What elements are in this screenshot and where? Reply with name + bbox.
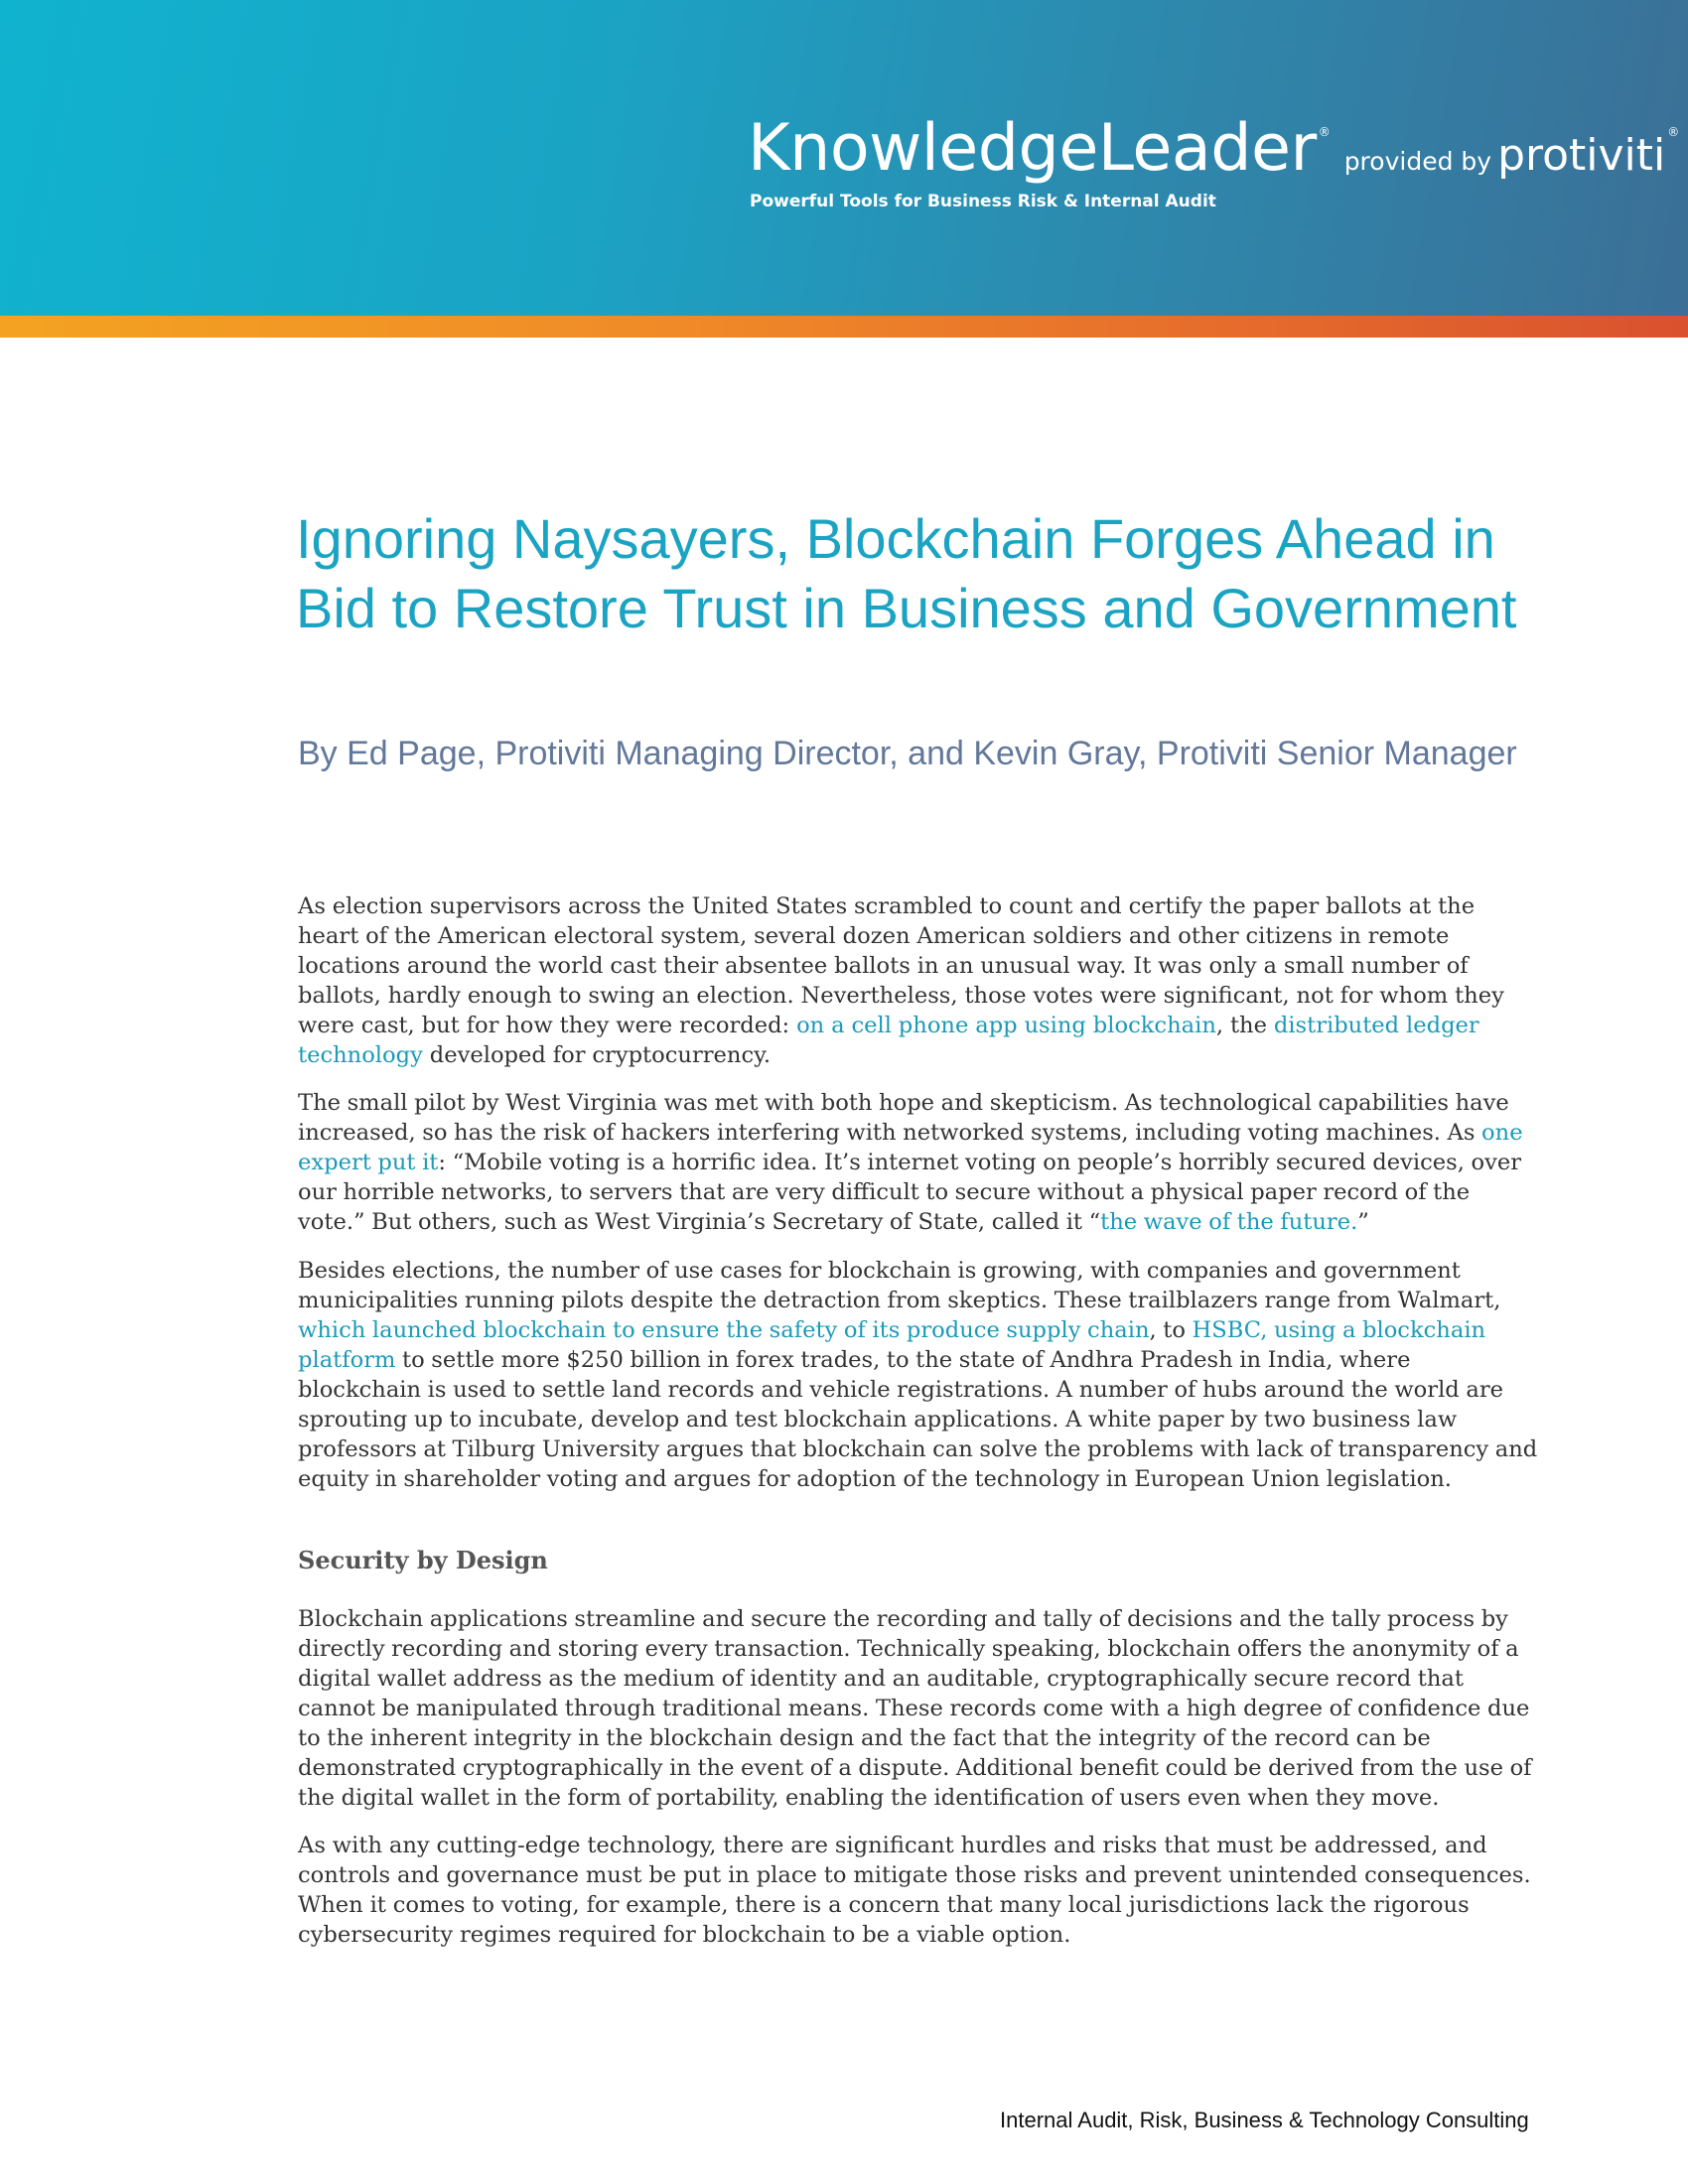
- company-name: protiviti: [1497, 130, 1666, 181]
- brand-tagline: Powerful Tools for Business Risk & Internal Audit: [750, 192, 1216, 211]
- section-heading: Security by Design: [298, 1546, 548, 1574]
- link-distributed-ledger[interactable]: distributed ledger technology: [298, 1013, 1479, 1068]
- company-registered-mark: ®: [1667, 125, 1680, 139]
- paragraph-text: Besides elections, the number of use cases for blockchain is growing, with companies and government municipalities running pilots despite the detraction from skeptics. These trailblazers range from Walmart,: [298, 1258, 1501, 1313]
- paragraph-use-cases: [298, 1256, 1539, 1494]
- brand-name: KnowledgeLeader: [748, 111, 1317, 186]
- page-footer: Internal Audit, Risk, Business & Technology Consulting: [1000, 2108, 1529, 2132]
- provided-by-label: provided by: [1343, 147, 1492, 176]
- link-walmart-supply-chain[interactable]: which launched blockchain to ensure the safety of its produce supply chain: [298, 1317, 1150, 1343]
- paragraph-text: developed for cryptocurrency.: [422, 1042, 772, 1068]
- paragraph-text: The small pilot by West Virginia was met with both hope and skepticism. As technological capabilities have increased, so has the risk of hackers interfering with networked systems, including voting machines. As: [298, 1090, 1509, 1146]
- paragraph-risks: [298, 1831, 1539, 1950]
- paragraph-text: to settle more $250 billion in forex trades, to the state of Andhra Pradesh in India, where blockchain is used to settle land records and vehicle registrations. A number of hubs around the world are sprouting up to incubate, develop and test blockchain applications. A white paper by two business law professors at Tilburg University argues that blockchain can solve the problems with lack of transparency and equity in shareholder voting and argues for adoption of the technology in European Union legislation.: [298, 1347, 1538, 1492]
- paragraph-text: As election supervisors across the United States scrambled to count and certify the paper ballots at the heart of the American electoral system, several dozen American soldiers and other citizens in remote locations around the world cast their absentee ballots in an unusual way. It was only a small number of ballots, hardly enough to swing an election. Nevertheless, those votes were significant, not for whom they were cast, but for how they were recorded:: [298, 893, 1504, 1038]
- article-byline: By Ed Page, Protiviti Managing Director, and Kevin Gray, Protiviti Senior Manager: [298, 735, 1517, 772]
- paragraph-intro: [298, 891, 1539, 1070]
- article-title: Ignoring Naysayers, Blockchain Forges Ahead in Bid to Restore Trust in Business and Government: [296, 507, 1517, 639]
- link-hsbc-platform[interactable]: HSBC, using a blockchain platform: [298, 1317, 1486, 1373]
- paragraph-text: , the: [1215, 1013, 1274, 1038]
- brand-logo: [748, 111, 1679, 186]
- paragraph-text: As with any cutting-edge technology, there are significant hurdles and risks that must be addressed, and controls and governance must be put in place to mitigate those risks and prevent unintended consequences. When it comes to voting, for example, there is a concern that many local jurisdictions lack the rigorous cybersecurity regimes required for blockchain to be a viable option.: [298, 1833, 1531, 1948]
- header-accent-stripe: [0, 316, 1688, 338]
- paragraph-pilot: [298, 1088, 1539, 1237]
- paragraph-text: ”: [1357, 1209, 1369, 1235]
- brand-registered-mark: ®: [1318, 125, 1331, 139]
- paragraph-security: [298, 1604, 1539, 1813]
- paragraph-text: , to: [1149, 1317, 1193, 1343]
- link-wave-of-future[interactable]: the wave of the future.: [1100, 1209, 1358, 1235]
- link-cell-phone-app[interactable]: on a cell phone app using blockchain: [796, 1013, 1216, 1038]
- link-one-expert[interactable]: one expert put it: [298, 1120, 1523, 1175]
- paragraph-text: Blockchain applications streamline and secure the recording and tally of decisions and the tally process by directly recording and storing every transaction. Technically speaking, blockchain offers the anonymity of a digital wallet address as the medium of identity and an auditable, cryptographically secure record that cannot be manipulated through traditional means. These records come with a high degree of confidence due to the inherent integrity in the blockchain design and the fact that the integrity of the record can be demonstrated cryptographically in the event of a dispute. Additional benefit could be derived from the use of the digital wallet in the form of portability, enabling the identification of users even when they move.: [298, 1606, 1532, 1811]
- paragraph-text: : “Mobile voting is a horrific idea. It’s internet voting on people’s horribly secured devices, over our horrible networks, to servers that are very difficult to secure without a physical paper record of the vote.” But others, such as West Virginia’s Secretary of State, called it “: [298, 1150, 1522, 1235]
